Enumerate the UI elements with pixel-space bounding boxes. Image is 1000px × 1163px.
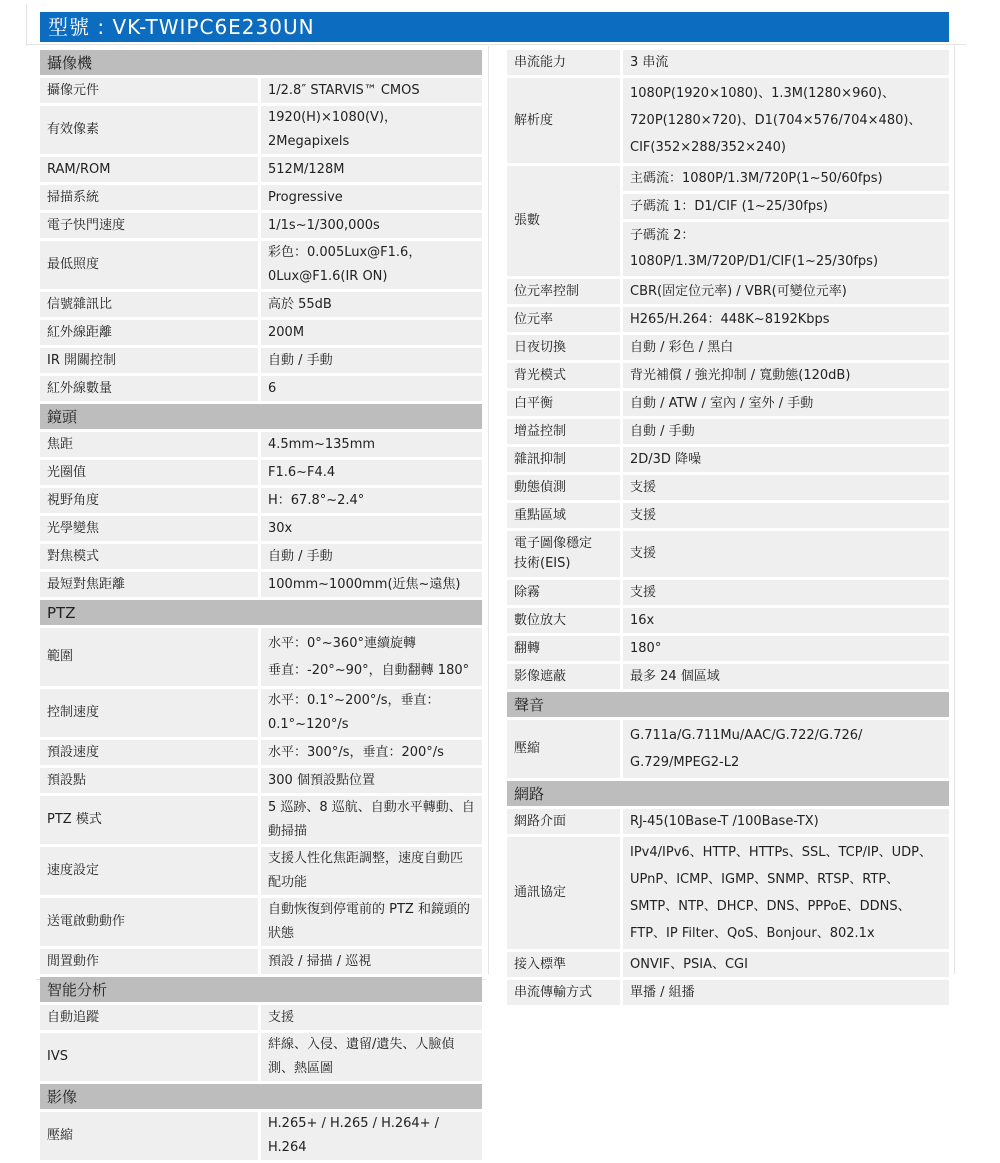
section-header: [507, 692, 949, 717]
spec-value: 自動 / 彩色 / 黑白: [623, 335, 949, 360]
spec-row: [40, 185, 482, 210]
spec-label: 光學變焦: [40, 516, 261, 541]
spec-label: 視野角度: [40, 488, 261, 513]
spec-label: 數位放大: [507, 608, 623, 633]
spec-label: 速度設定: [40, 847, 261, 895]
spec-value: 6: [261, 376, 482, 401]
spec-value-line: 垂直：-20°~90°，自動翻轉 180°: [268, 663, 470, 678]
spec-value: 自動恢復到停電前的 PTZ 和鏡頭的狀態: [261, 898, 482, 946]
spec-table-left: [40, 50, 482, 1163]
spec-label: 解析度: [507, 78, 623, 163]
spec-value: 支援: [623, 475, 949, 500]
spec-value: 背光補償 / 強光抑制 / 寬動態(120dB): [623, 363, 949, 388]
spec-label: 除霧: [507, 580, 623, 605]
spec-label: 光圈值: [40, 460, 261, 485]
spec-value: 512M/128M: [261, 157, 482, 182]
spec-value: Progressive: [261, 185, 482, 210]
spec-row: [40, 544, 482, 569]
spec-row: [40, 376, 482, 401]
spec-row: [507, 664, 949, 689]
spec-value: 支援: [623, 503, 949, 528]
spec-value: 3 串流: [623, 50, 949, 75]
spec-value: 1920(H)×1080(V)，2Megapixels: [261, 106, 482, 154]
spec-value: 支援人性化焦距調整，速度自動匹配功能: [261, 847, 482, 895]
spec-value: 180°: [623, 636, 949, 661]
spec-value: [623, 166, 949, 191]
spec-label-line: 技術(EIS): [514, 556, 571, 571]
right-edge-line: [954, 46, 955, 974]
spec-row: [507, 279, 949, 304]
spec-label: 通訊協定: [507, 837, 623, 949]
spec-row: [40, 1005, 482, 1030]
spec-row: [40, 157, 482, 182]
spec-row: [40, 1033, 482, 1081]
spec-row: [507, 503, 949, 528]
spec-row: [40, 213, 482, 238]
section-header: [40, 50, 482, 75]
spec-value: F1.6~F4.4: [261, 460, 482, 485]
spec-value: 自動 / 手動: [261, 348, 482, 373]
spec-value: 水平：0.1°~200°/s，垂直：0.1°~120°/s: [261, 689, 482, 737]
spec-row: [507, 363, 949, 388]
spec-label: 紅外線數量: [40, 376, 261, 401]
spec-label: 掃描系統: [40, 185, 261, 210]
spec-row: [507, 447, 949, 472]
section-title: PTZ: [40, 600, 482, 625]
spec-value: 30x: [261, 516, 482, 541]
spec-value: 200M: [261, 320, 482, 345]
spec-value: 1/1s~1/300,000s: [261, 213, 482, 238]
spec-row: [40, 106, 482, 154]
spec-label: 預設速度: [40, 740, 261, 765]
spec-label: 壓縮: [507, 720, 623, 778]
section-header: [40, 977, 482, 1002]
spec-label: [507, 531, 623, 577]
spec-value: [623, 222, 949, 276]
spec-row: [507, 391, 949, 416]
spec-value: H：67.8°~2.4°: [261, 488, 482, 513]
spec-row: [507, 307, 949, 332]
spec-row: [40, 348, 482, 373]
spec-value: 最多 24 個區域: [623, 664, 949, 689]
section-header: [40, 404, 482, 429]
spec-value: 單播 / 組播: [623, 980, 949, 1005]
spec-value: 2D/3D 降噪: [623, 447, 949, 472]
spec-value: [623, 194, 949, 219]
section-header: [40, 600, 482, 625]
spec-value: [623, 837, 949, 949]
spec-label: 紅外線距離: [40, 320, 261, 345]
spec-value-line: CIF(352×288/352×240): [630, 140, 786, 155]
spec-value: 預設 / 掃描 / 巡視: [261, 949, 482, 974]
section-header: [40, 1084, 482, 1109]
spec-row: [507, 980, 949, 1005]
spec-row: [507, 419, 949, 444]
spec-row: [507, 809, 949, 834]
spec-value: 自動 / 手動: [623, 419, 949, 444]
spec-row: [507, 608, 949, 633]
spec-value-line: 子碼流 1：D1/CIF (1~25/30fps): [630, 198, 828, 214]
spec-value: 水平：300°/s，垂直：200°/s: [261, 740, 482, 765]
spec-value-line: 子碼流 2：: [630, 228, 695, 243]
spec-row: [40, 460, 482, 485]
spec-value: 16x: [623, 608, 949, 633]
spec-label: 壓縮: [40, 1112, 261, 1160]
spec-row: [40, 740, 482, 765]
spec-label: 翻轉: [507, 636, 623, 661]
spec-table-right: [507, 50, 949, 1008]
spec-row: [40, 949, 482, 974]
model-title: 型號 : VK-TWIPC6E230UN: [48, 15, 315, 39]
spec-value-line: 主碼流：1080P/1.3M/720P(1~50/60fps): [630, 170, 883, 186]
model-title-bar: [40, 12, 949, 42]
spec-label-line: 電子圖像穩定: [514, 536, 593, 551]
spec-row: [507, 580, 949, 605]
spec-row: [507, 952, 949, 977]
spec-row: [507, 78, 949, 163]
spec-row: [40, 796, 482, 844]
spec-value-line: SMTP、NTP、DHCP、DNS、PPPoE、DDNS、: [630, 899, 911, 914]
spec-value-line: IPv4/IPv6、HTTP、HTTPs、SSL、TCP/IP、UDP、: [630, 845, 932, 860]
frame-left-line: [26, 4, 27, 46]
spec-label: 白平衡: [507, 391, 623, 416]
spec-label: 信號雜訊比: [40, 292, 261, 317]
spec-label: 焦距: [40, 432, 261, 457]
spec-value: H.265+ / H.265 / H.264+ / H.264: [261, 1112, 482, 1160]
spec-value: 4.5mm~135mm: [261, 432, 482, 457]
spec-row: [507, 50, 949, 75]
spec-value: 支援: [261, 1005, 482, 1030]
spec-label: 電子快門速度: [40, 213, 261, 238]
column-divider-line: [488, 46, 489, 974]
spec-label: 增益控制: [507, 419, 623, 444]
spec-label: 日夜切換: [507, 335, 623, 360]
spec-row: [507, 837, 949, 949]
spec-label: 網路介面: [507, 809, 623, 834]
spec-label: 控制速度: [40, 689, 261, 737]
spec-row: [40, 516, 482, 541]
spec-value-line: G.729/MPEG2-L2: [630, 755, 740, 770]
spec-row: [507, 720, 949, 778]
spec-value-line: G.711a/G.711Mu/AAC/G.722/G.726/: [630, 728, 863, 743]
spec-value: H265/H.264：448K~8192Kbps: [623, 307, 949, 332]
spec-label: 最短對焦距離: [40, 572, 261, 597]
section-title: 鏡頭: [40, 404, 482, 429]
spec-value: 自動 / ATW / 室內 / 室外 / 手動: [623, 391, 949, 416]
spec-label: IR 開關控制: [40, 348, 261, 373]
spec-value: RJ-45(10Base-T /100Base-TX): [623, 809, 949, 834]
spec-row: [40, 320, 482, 345]
spec-value: 1/2.8″ STARVIS™ CMOS: [261, 78, 482, 103]
spec-label: 接入標準: [507, 952, 623, 977]
spec-value: 高於 55dB: [261, 292, 482, 317]
spec-label: 位元率: [507, 307, 623, 332]
spec-value: 絆線、入侵、遺留/遺失、人臉偵測、熱區圖: [261, 1033, 482, 1081]
spec-label: 雜訊抑制: [507, 447, 623, 472]
spec-label: 張數: [507, 166, 623, 276]
spec-label: 影像遮蔽: [507, 664, 623, 689]
spec-value-line: 水平：0°~360°連續旋轉: [268, 636, 416, 651]
spec-value: [623, 720, 949, 778]
spec-value-line: 1080P(1920×1080)、1.3M(1280×960)、: [630, 86, 895, 101]
section-title: 網路: [507, 781, 949, 806]
spec-label: 背光模式: [507, 363, 623, 388]
spec-label: 串流傳輸方式: [507, 980, 623, 1005]
spec-label: 位元率控制: [507, 279, 623, 304]
section-title: 智能分析: [40, 977, 482, 1002]
section-title: 影像: [40, 1084, 482, 1109]
spec-value: [623, 78, 949, 163]
spec-value: [261, 628, 482, 686]
spec-row: [507, 636, 949, 661]
spec-value: 100mm~1000mm(近焦~遠焦): [261, 572, 482, 597]
spec-row: [507, 475, 949, 500]
spec-row: [40, 898, 482, 946]
spec-value: ONVIF、PSIA、CGI: [623, 952, 949, 977]
spec-label: IVS: [40, 1033, 261, 1081]
spec-row: [40, 689, 482, 737]
spec-row: [40, 628, 482, 686]
section-title: 攝像機: [40, 50, 482, 75]
spec-value: 300 個預設點位置: [261, 768, 482, 793]
spec-label: 有效像素: [40, 106, 261, 154]
spec-label: 預設點: [40, 768, 261, 793]
spec-value: 自動 / 手動: [261, 544, 482, 569]
spec-value: CBR(固定位元率) / VBR(可變位元率): [623, 279, 949, 304]
spec-row: [40, 572, 482, 597]
spec-row: [40, 432, 482, 457]
spec-row: [507, 335, 949, 360]
spec-row: [507, 531, 949, 577]
spec-value: 支援: [623, 580, 949, 605]
section-header: [507, 781, 949, 806]
spec-label: 攝像元件: [40, 78, 261, 103]
section-title: 聲音: [507, 692, 949, 717]
spec-label: 串流能力: [507, 50, 623, 75]
spec-row: [40, 78, 482, 103]
spec-row: [40, 488, 482, 513]
spec-row: [40, 847, 482, 895]
spec-label: 閒置動作: [40, 949, 261, 974]
spec-label: RAM/ROM: [40, 157, 261, 182]
spec-label: 對焦模式: [40, 544, 261, 569]
spec-value: 彩色：0.005Lux@F1.6，0Lux@F1.6(IR ON): [261, 241, 482, 289]
spec-row: [40, 241, 482, 289]
spec-row: [507, 166, 949, 191]
spec-value-line: FTP、IP Filter、QoS、Bonjour、802.1x: [630, 926, 875, 941]
spec-label: PTZ 模式: [40, 796, 261, 844]
spec-label: 重點區域: [507, 503, 623, 528]
spec-value-line: UPnP、ICMP、IGMP、SNMP、RTSP、RTP、: [630, 872, 900, 887]
spec-value-line: 720P(1280×720)、D1(704×576/704×480)、: [630, 113, 922, 128]
spec-label: 最低照度: [40, 241, 261, 289]
spec-label: 範圍: [40, 628, 261, 686]
frame-top-line: [26, 44, 966, 45]
spec-row: [40, 1112, 482, 1160]
spec-value: 支援: [623, 531, 949, 577]
spec-row: [40, 768, 482, 793]
spec-label: 送電啟動動作: [40, 898, 261, 946]
spec-value: 5 巡跡、8 巡航、自動水平轉動、自動掃描: [261, 796, 482, 844]
spec-label: 動態偵測: [507, 475, 623, 500]
spec-row: [40, 292, 482, 317]
spec-label: 自動追蹤: [40, 1005, 261, 1030]
spec-value-line: 1080P/1.3M/720P/D1/CIF(1~25/30fps): [630, 254, 879, 269]
